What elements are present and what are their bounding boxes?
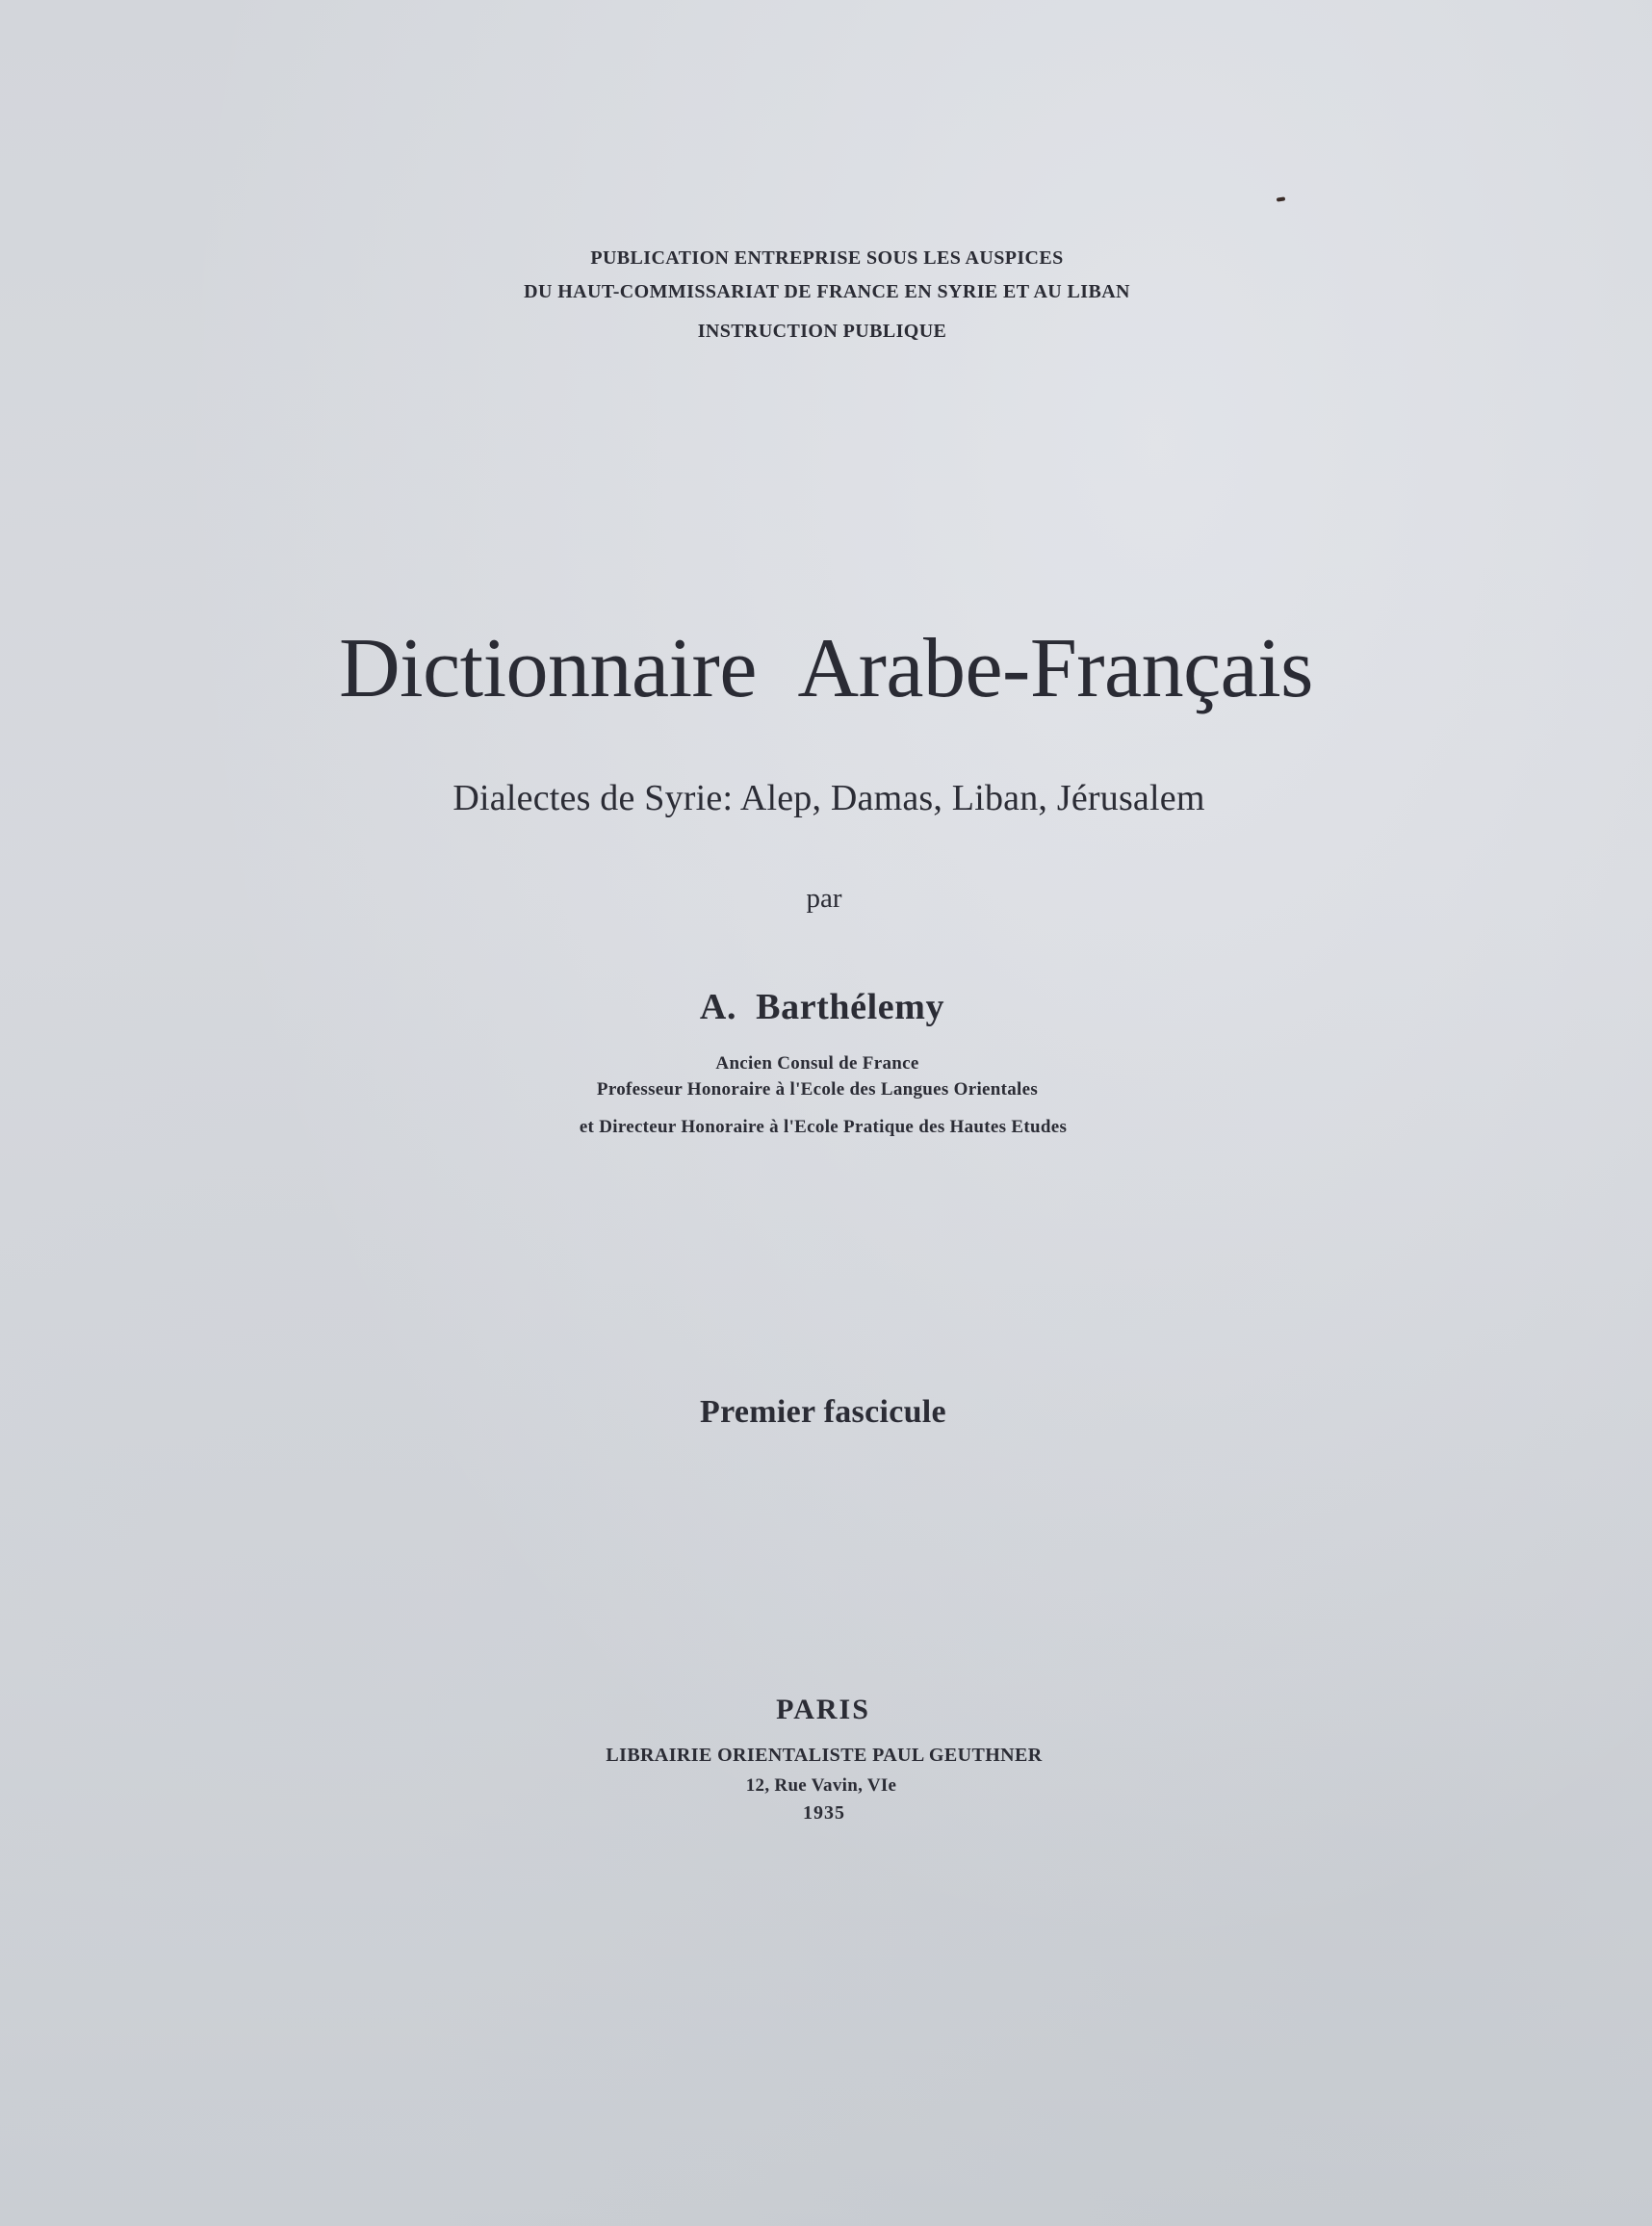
author-name: A. Barthélemy [699,987,945,1027]
author-credential-2: Professeur Honoraire à l'Ecole des Langues Orientales [596,1079,1039,1100]
author-credential-3: et Directeur Honoraire à l'Ecole Pratique des Hautes Etudes [579,1117,1068,1137]
header-line-2: DU HAUT-COMMISSARIAT DE FRANCE EN SYRIE ET AU LIBAN [524,281,1130,302]
fascicule-label: Premier fascicule [700,1394,946,1430]
by-label: par [806,883,842,914]
book-title: Dictionnaire Arabe-Français [339,622,1313,715]
imprint-city: PARIS [776,1694,870,1725]
imprint-year: 1935 [803,1802,845,1824]
paper-speck [1277,196,1285,201]
header-line-3: INSTRUCTION PUBLIQUE [697,321,947,342]
book-subtitle: Dialectes de Syrie: Alep, Damas, Liban, Jérusalem [452,778,1205,818]
imprint-publisher: LIBRAIRIE ORIENTALISTE PAUL GEUTHNER [606,1745,1043,1766]
imprint-address: 12, Rue Vavin, VIe [745,1775,897,1796]
header-line-1: PUBLICATION ENTREPRISE SOUS LES AUSPICES [590,247,1064,269]
author-credential-1: Ancien Consul de France [715,1053,919,1074]
